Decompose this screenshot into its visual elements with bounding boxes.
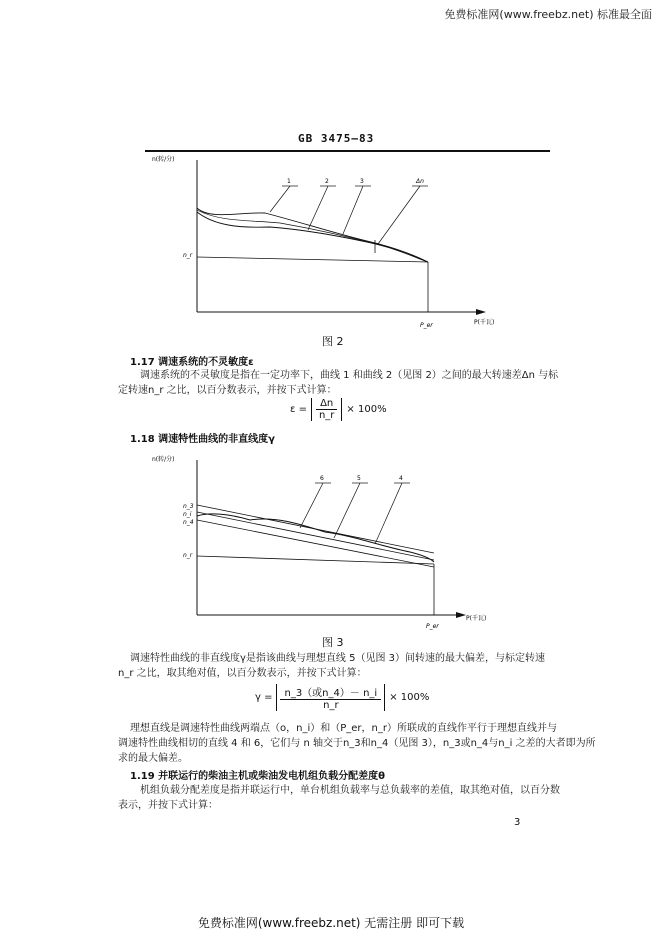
section-1-18-para-1: 调速特性曲线的非直线度γ是指该曲线与理想直线 5（见图 3）间转速的最大偏差，与标定转速	[130, 653, 545, 664]
fig3-leader-4	[375, 483, 402, 544]
fig2-x-label: P(千瓦)	[474, 319, 495, 326]
fig3-x-tick: P_er	[426, 623, 439, 630]
formula-gamma-den: n_r	[323, 700, 339, 711]
fig3-y-tick-nr: n_r	[183, 552, 193, 559]
fig3-y-tick-n3: n_3	[183, 503, 194, 510]
section-1-19-para-2: 表示，并按下式计算：	[118, 800, 218, 811]
fig3-x-arrow	[456, 612, 466, 618]
figure-3-caption: 图 3	[322, 636, 344, 649]
fig2-curve-3	[197, 210, 428, 262]
section-1-19-para-1: 机组负载分配差度是指并联运行中，单台机组负载率与总负载率的差值，取其绝对值，以百分数	[140, 785, 560, 796]
fig2-label-1: 1	[287, 178, 291, 185]
fig2-x-tick: P_er	[420, 322, 433, 329]
fig2-x-arrow	[476, 309, 486, 315]
section-1-17-title: 1.17 调速系统的不灵敏度ε	[130, 357, 254, 368]
fig2-leader-4	[378, 186, 420, 244]
section-1-19-title: 1.19 并联运行的柴油主机或柴油发电机组负载分配差度θ	[130, 771, 386, 782]
fig3-y-tick-n4: n_4	[183, 519, 194, 526]
fig3-y-tick-ni: n_i	[183, 511, 192, 518]
section-1-18-title: 1.18 调速特性曲线的非直线度γ	[130, 434, 275, 445]
fig2-leader-3	[343, 186, 363, 234]
fig2-curve-1	[197, 208, 428, 262]
fig3-label-4: 4	[399, 475, 403, 482]
page-number: 3	[514, 817, 521, 828]
fig2-label-3: 3	[360, 178, 364, 185]
formula-epsilon-num: Δn	[316, 398, 337, 410]
fig2-label-2: 2	[325, 178, 329, 185]
fig3-label-6: 6	[320, 475, 324, 482]
top-banner: 免费标准网(www.freebz.net) 标准最全面	[444, 8, 652, 21]
fig3-line-5	[197, 512, 434, 560]
fig3-curve	[197, 514, 434, 562]
fig2-label-4: Δn	[416, 178, 424, 185]
formula-epsilon-rhs: × 100%	[346, 404, 387, 415]
formula-epsilon-lhs: ε =	[290, 404, 307, 415]
figure-2-caption: 图 2	[322, 335, 344, 348]
fig3-leader-6	[300, 483, 323, 528]
bottom-banner: 免费标准网(www.freebz.net) 无需注册 即可下载	[197, 916, 465, 930]
figure-3	[150, 450, 530, 635]
formula-epsilon-den: n_r	[318, 410, 335, 421]
section-1-17-para-1: 调速系统的不灵敏度是指在一定功率下，曲线 1 和曲线 2（见图 2）之间的最大转速差Δn 与标	[140, 370, 559, 381]
fig2-nr-line	[197, 257, 428, 262]
section-1-17-para-2: 定转速n_r 之比，以百分数表示，并按下式计算：	[118, 385, 337, 396]
section-1-18-para-3: 理想直线是调速特性曲线两端点（o，n_i）和（P_er，n_r）所联成的直线作平行于理想直线并与	[130, 723, 557, 734]
fig3-leader-5	[334, 483, 360, 538]
fig3-x-label: P(千瓦)	[466, 615, 487, 622]
fig2-y-label: n(转/分)	[152, 156, 175, 163]
formula-gamma	[255, 684, 429, 711]
section-1-18-para-2: n_r 之比，取其绝对值，以百分数表示，并按下式计算：	[118, 668, 367, 679]
fig2-leader-1	[270, 186, 290, 212]
fig2-y-tick: n_r	[183, 252, 193, 259]
fig3-y-label: n(转/分)	[152, 456, 175, 463]
formula-gamma-lhs: γ =	[255, 692, 273, 703]
fig2-leader-2	[308, 186, 328, 230]
formula-gamma-rhs: × 100%	[389, 692, 430, 703]
standard-code: GB 3475—83	[298, 132, 375, 145]
formula-gamma-num: n_3（或n_4）－ n_i	[280, 684, 381, 700]
figure-2	[150, 150, 530, 335]
formula-epsilon	[290, 398, 387, 421]
section-1-18-para-5: 求的最大偏差。	[118, 753, 188, 764]
fig3-label-5: 5	[357, 475, 361, 482]
section-1-18-para-4: 调速特性曲线相切的直线 4 和 6，它们与 n 轴交于n_3和n_4（见图 3），n_3或n_4与n_i 之差的大者即为所	[118, 738, 596, 749]
